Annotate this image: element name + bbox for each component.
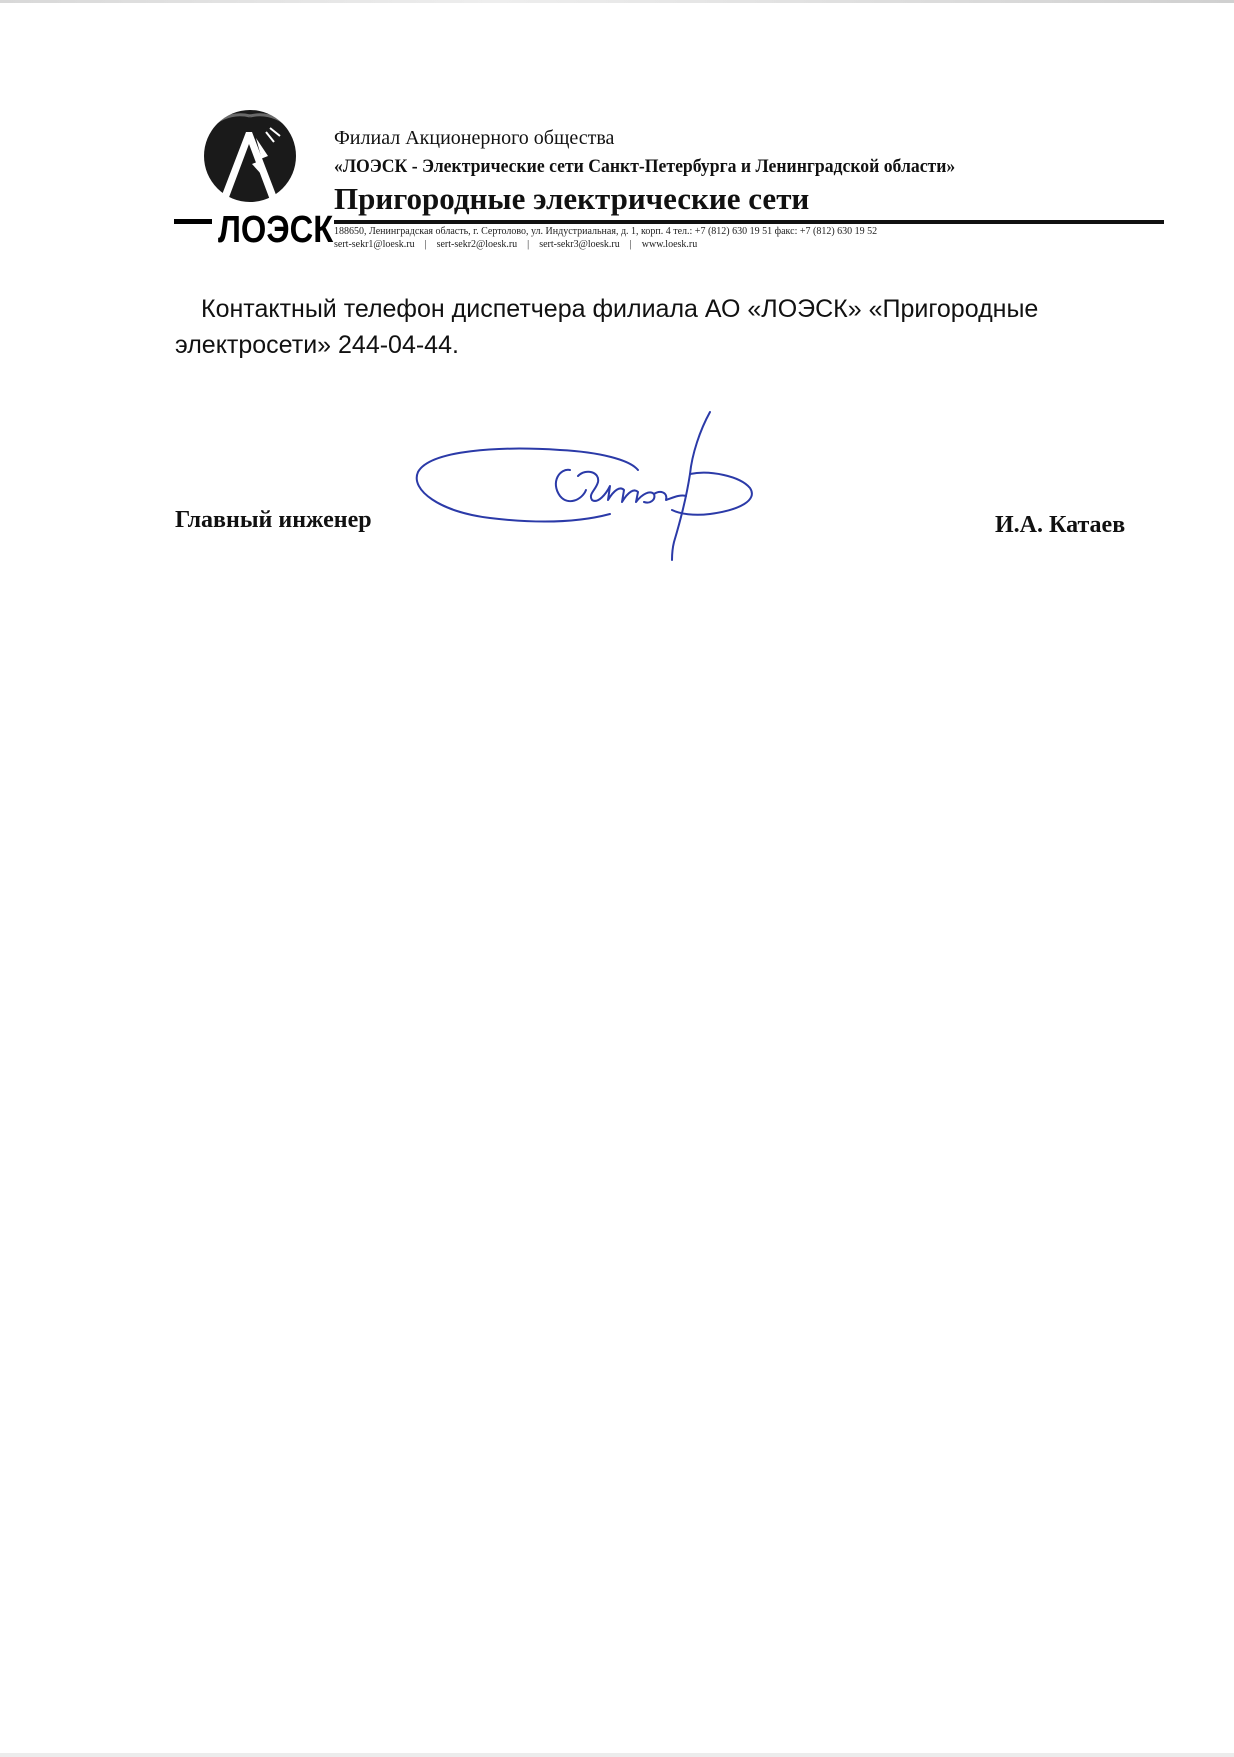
contact-emails: sert-sekr1@loesk.ru | sert-sekr2@loesk.ru | sert-sekr3@loesk.ru | www.loesk.ru	[334, 239, 698, 250]
division-title: Пригородные электрические сети	[334, 181, 810, 216]
address-line: 188650, Ленинградская область, г. Сертолово, ул. Индустриальная, д. 1, корп. 4 тел.: +7 (812) 630 19 51 факс: +7 (812) 630 19 52	[334, 226, 878, 237]
website-link[interactable]: www.loesk.ru	[641, 239, 698, 250]
email-link-3[interactable]: sert-sekr3@loesk.ru	[539, 239, 620, 250]
header-divider	[334, 220, 1164, 224]
scan-edge-top	[0, 0, 1234, 3]
branch-name-line: Филиал Акционерного общества	[334, 127, 615, 149]
logo-dash	[174, 219, 212, 224]
email-link-2[interactable]: sert-sekr2@loesk.ru	[436, 239, 518, 250]
signatory-title: Главный инженер	[175, 507, 372, 533]
handwritten-signature	[410, 410, 850, 580]
company-name-line: «ЛОЭСК - Электрические сети Санкт-Петербурга и Ленинградской области»	[334, 156, 956, 177]
email-link-1[interactable]: sert-sekr1@loesk.ru	[334, 239, 415, 250]
scan-edge-bottom	[0, 1753, 1234, 1757]
body-paragraph: Контактный телефон диспетчера филиала АО «ЛОЭСК» «Пригородные электросети» 244-04-44.	[175, 295, 1039, 359]
logo-wordmark: ЛОЭСК	[218, 209, 334, 251]
signatory-name: И.А. Катаев	[995, 512, 1126, 538]
